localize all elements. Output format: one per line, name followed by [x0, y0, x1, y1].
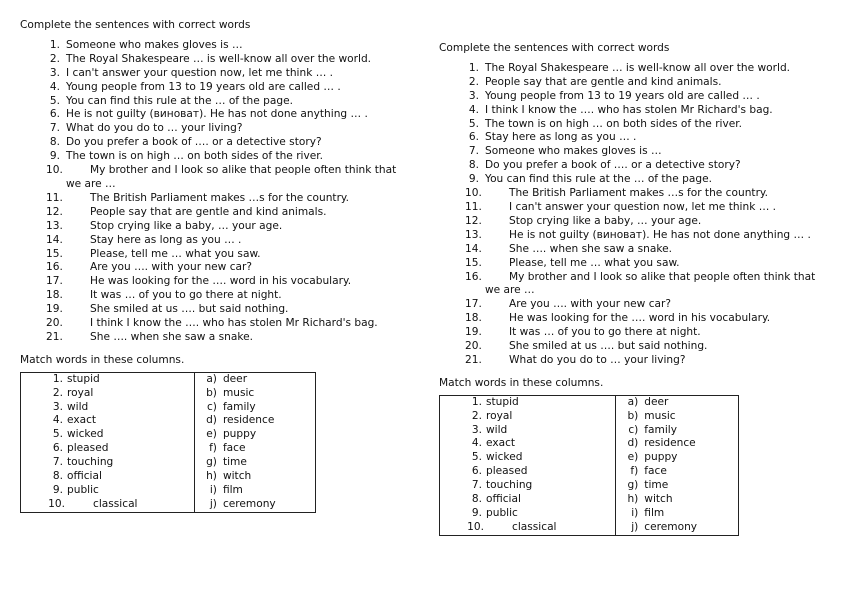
- match-noun-row: [620, 507, 738, 521]
- sentence-number: 11.: [46, 191, 63, 204]
- sentence-number: 14.: [46, 233, 63, 246]
- match-word-row: [25, 442, 194, 456]
- sentence-number: 16.: [46, 261, 63, 274]
- sentence-number: 2.: [49, 52, 60, 65]
- sentence-item: [20, 67, 398, 81]
- sentence-number: 4.: [468, 103, 479, 116]
- match-word-row: [444, 493, 615, 507]
- match-noun-row: [620, 396, 738, 410]
- sentence-text: My brother and I look so alike that people often think that we are …: [485, 270, 816, 297]
- match-word-row: [444, 410, 615, 424]
- noun-text: family: [222, 400, 256, 413]
- match-noun-row: [199, 456, 315, 470]
- word-number: 6.: [52, 442, 63, 455]
- noun-text: film: [644, 506, 665, 519]
- noun-text: deer: [644, 395, 669, 408]
- word-text: official: [67, 469, 102, 482]
- sentence-text: It was … of you to go there at night.: [509, 326, 701, 339]
- sentence-number: 21.: [465, 353, 482, 366]
- sentence-item: [439, 90, 824, 104]
- word-text: public: [486, 506, 518, 519]
- sentence-item: [20, 303, 398, 317]
- sentence-text: I can't answer your question now, let me think … .: [509, 200, 777, 213]
- word-text: royal: [67, 386, 94, 399]
- right-words-column: [440, 395, 616, 535]
- word-text: classical: [93, 497, 138, 510]
- sentence-number: 20.: [465, 340, 482, 353]
- sentence-text: Stop crying like a baby, … your age.: [509, 214, 702, 227]
- sentence-item: [439, 271, 824, 299]
- right-match-table: [439, 395, 739, 536]
- sentence-number: 5.: [468, 117, 479, 130]
- match-noun-row: [199, 401, 315, 415]
- noun-letter: i): [631, 506, 639, 519]
- match-word-row: [25, 401, 194, 415]
- noun-letter: g): [627, 479, 639, 492]
- left-words-column: [21, 372, 195, 512]
- sentence-text: He is not guilty (виноват). He has not done anything … .: [509, 228, 811, 241]
- sentence-item: [439, 229, 824, 243]
- sentence-item: [20, 81, 398, 95]
- sentence-text: The British Parliament makes …s for the country.: [509, 187, 769, 200]
- sentence-text: She smiled at us …. but said nothing.: [509, 340, 708, 353]
- word-number: 8.: [52, 469, 63, 482]
- sentence-item: [439, 257, 824, 271]
- sentence-number: 13.: [46, 219, 63, 232]
- word-number: 6.: [471, 465, 482, 478]
- word-text: pleased: [67, 442, 109, 455]
- word-text: exact: [486, 437, 516, 450]
- sentence-text: People say that are gentle and kind animals.: [90, 205, 327, 218]
- sentence-item: [439, 326, 824, 340]
- word-text: wild: [486, 423, 508, 436]
- sentence-text: People say that are gentle and kind animals.: [485, 75, 722, 88]
- noun-text: family: [644, 423, 677, 436]
- match-noun-row: [620, 493, 738, 507]
- sentence-item: [20, 261, 398, 275]
- sentence-item: [20, 206, 398, 220]
- sentence-number: 9.: [468, 173, 479, 186]
- sentence-item: [439, 145, 824, 159]
- sentence-item: [20, 136, 398, 150]
- match-word-row: [444, 451, 615, 465]
- noun-letter: d): [206, 414, 217, 427]
- sentence-text: Are you …. with your new car?: [509, 298, 672, 311]
- noun-letter: a): [206, 372, 217, 385]
- word-number: 1.: [52, 372, 63, 385]
- sentence-number: 18.: [46, 289, 63, 302]
- sentence-item: [439, 312, 824, 326]
- sentence-item: [439, 131, 824, 145]
- sentence-text: She smiled at us …. but said nothing.: [90, 303, 289, 316]
- word-text: exact: [67, 414, 97, 427]
- match-word-row: [444, 465, 615, 479]
- right-match-title: Match words in these columns.: [439, 376, 604, 389]
- sentence-item: [20, 95, 398, 109]
- word-number: 1.: [471, 395, 482, 408]
- word-text: pleased: [486, 465, 528, 478]
- sentence-item: [439, 187, 824, 201]
- noun-letter: h): [206, 469, 217, 482]
- sentence-text: Do you prefer a book of …. or a detective story?: [66, 136, 322, 149]
- word-number: 2.: [471, 409, 482, 422]
- noun-text: residence: [222, 414, 275, 427]
- right-sentence-list: [439, 62, 824, 368]
- noun-letter: c): [206, 400, 217, 413]
- sentence-item: [20, 150, 398, 164]
- sentence-text: Someone who makes gloves is …: [66, 38, 243, 51]
- sentence-number: 8.: [49, 136, 60, 149]
- match-word-row: [444, 396, 615, 410]
- sentence-number: 12.: [465, 214, 482, 227]
- noun-text: time: [644, 479, 669, 492]
- sentence-number: 10.: [46, 164, 63, 177]
- sentence-text: She …. when she saw a snake.: [90, 330, 254, 343]
- left-nouns-column: [194, 372, 315, 512]
- sentence-text: Please, tell me … what you saw.: [509, 256, 680, 269]
- noun-text: witch: [644, 492, 673, 505]
- word-number: 9.: [52, 483, 63, 496]
- match-noun-row: [620, 465, 738, 479]
- sentence-text: He was looking for the …. word in his vocabulary.: [509, 312, 771, 325]
- word-number: 2.: [52, 386, 63, 399]
- sentence-item: [439, 201, 824, 215]
- noun-text: deer: [222, 372, 248, 385]
- sentence-text: She …. when she saw a snake.: [509, 242, 673, 255]
- sentence-number: 21.: [46, 330, 63, 343]
- noun-letter: h): [627, 492, 639, 505]
- word-text: royal: [486, 409, 513, 422]
- right-worksheet: [439, 42, 824, 536]
- match-word-row: [25, 428, 194, 442]
- match-word-row: [25, 387, 194, 401]
- match-word-row: [25, 456, 194, 470]
- sentence-item: [20, 108, 398, 122]
- sentence-number: 18.: [465, 312, 482, 325]
- sentence-number: 3.: [468, 89, 479, 102]
- sentence-text: Are you …. with your new car?: [90, 261, 253, 274]
- sentence-text: Young people from 13 to 19 years old are called … .: [485, 89, 760, 102]
- sentence-number: 20.: [46, 317, 63, 330]
- sentence-number: 10.: [465, 187, 482, 200]
- sentence-number: 3.: [49, 66, 60, 79]
- match-word-row: [444, 479, 615, 493]
- word-number: 8.: [471, 492, 482, 505]
- sentence-text: Someone who makes gloves is …: [485, 145, 662, 158]
- sentence-item: [20, 331, 398, 345]
- sentence-text: Do you prefer a book of …. or a detective story?: [485, 159, 741, 172]
- sentence-number: 14.: [465, 242, 482, 255]
- sentence-number: 5.: [49, 94, 60, 107]
- noun-text: ceremony: [222, 497, 276, 510]
- match-word-row: [444, 437, 615, 451]
- match-noun-row: [199, 442, 315, 456]
- match-noun-row: [199, 387, 315, 401]
- sentence-text: You can find this rule at the … of the page.: [485, 173, 712, 186]
- sentence-item: [20, 275, 398, 289]
- sentence-number: 13.: [465, 228, 482, 241]
- sentence-number: 19.: [46, 303, 63, 316]
- match-noun-row: [620, 437, 738, 451]
- sentence-number: 1.: [468, 61, 479, 74]
- sentence-item: [20, 122, 398, 136]
- sentence-item: [20, 248, 398, 262]
- word-text: official: [486, 492, 521, 505]
- sentence-text: The Royal Shakespeare … is well-know all over the world.: [66, 52, 372, 65]
- word-text: stupid: [486, 395, 519, 408]
- noun-letter: d): [627, 437, 639, 450]
- word-number: 4.: [471, 437, 482, 450]
- sentence-item: [439, 173, 824, 187]
- left-worksheet: [20, 19, 398, 513]
- sentence-item: [439, 118, 824, 132]
- sentence-number: 16.: [465, 270, 482, 283]
- noun-text: music: [644, 409, 676, 422]
- sentence-item: [20, 53, 398, 67]
- match-noun-row: [199, 484, 315, 498]
- match-word-row: [25, 373, 194, 387]
- sentence-number: 4.: [49, 80, 60, 93]
- sentence-item: [439, 159, 824, 173]
- word-text: stupid: [67, 372, 100, 385]
- sentence-item: [439, 104, 824, 118]
- match-word-row: [444, 507, 615, 521]
- word-number: 9.: [471, 506, 482, 519]
- word-text: wicked: [67, 428, 104, 441]
- sentence-text: The town is on high … on both sides of the river.: [66, 150, 324, 163]
- sentence-text: What do you do to … your living?: [66, 122, 243, 135]
- noun-text: puppy: [222, 428, 257, 441]
- noun-letter: b): [206, 386, 217, 399]
- noun-text: ceremony: [644, 520, 698, 533]
- noun-letter: i): [209, 483, 217, 496]
- word-text: wicked: [486, 451, 523, 464]
- word-number: 7.: [471, 479, 482, 492]
- noun-text: residence: [644, 437, 696, 450]
- match-noun-row: [620, 521, 738, 535]
- sentence-number: 15.: [46, 247, 63, 260]
- sentence-item: [20, 234, 398, 248]
- sentence-text: Young people from 13 to 19 years old are called … .: [66, 80, 341, 93]
- match-word-row: [444, 424, 615, 438]
- left-match-table: [20, 372, 316, 513]
- sentence-text: He is not guilty (виноват). He has not done anything … .: [66, 108, 368, 121]
- word-text: classical: [512, 520, 557, 533]
- sentence-text: You can find this rule at the … of the page.: [66, 94, 293, 107]
- sentence-item: [20, 220, 398, 234]
- match-word-row: [25, 484, 194, 498]
- sentence-number: 6.: [49, 108, 60, 121]
- sentence-text: I think I know the …. who has stolen Mr Richard's bag.: [90, 317, 378, 330]
- match-noun-row: [199, 498, 315, 512]
- sentence-text: It was … of you to go there at night.: [90, 289, 282, 302]
- noun-letter: f): [209, 442, 217, 455]
- sentence-text: I think I know the …. who has stolen Mr Richard's bag.: [485, 103, 773, 116]
- word-text: touching: [486, 479, 533, 492]
- noun-letter: e): [206, 428, 217, 441]
- sentence-number: 12.: [46, 205, 63, 218]
- word-number: 5.: [471, 451, 482, 464]
- sentence-number: 17.: [46, 275, 63, 288]
- right-title: Complete the sentences with correct words: [439, 42, 670, 54]
- match-noun-row: [620, 479, 738, 493]
- noun-letter: j): [631, 520, 639, 533]
- word-number: 10.: [467, 520, 484, 533]
- left-title: Complete the sentences with correct words: [20, 19, 251, 31]
- match-word-row: [25, 414, 194, 428]
- sentence-item: [439, 215, 824, 229]
- sentence-text: What do you do to … your living?: [509, 353, 686, 366]
- sentence-text: Stay here as long as you … .: [90, 233, 242, 246]
- match-word-row: [444, 521, 615, 535]
- left-sentence-list: [20, 39, 398, 345]
- noun-text: face: [644, 465, 667, 478]
- noun-text: film: [222, 483, 243, 496]
- sentence-item: [439, 340, 824, 354]
- sentence-item: [20, 164, 398, 192]
- match-noun-row: [199, 428, 315, 442]
- noun-letter: b): [627, 409, 639, 422]
- match-noun-row: [620, 410, 738, 424]
- word-text: public: [67, 483, 99, 496]
- sentence-number: 7.: [468, 145, 479, 158]
- left-match-title: Match words in these columns.: [20, 353, 185, 366]
- sentence-number: 2.: [468, 75, 479, 88]
- match-noun-row: [199, 470, 315, 484]
- noun-letter: c): [628, 423, 639, 436]
- sentence-number: 19.: [465, 326, 482, 339]
- sentence-item: [439, 298, 824, 312]
- sentence-text: Stop crying like a baby, … your age.: [90, 219, 283, 232]
- match-word-row: [25, 470, 194, 484]
- word-number: 10.: [48, 497, 65, 510]
- sentence-number: 1.: [49, 38, 60, 51]
- sentence-item: [439, 243, 824, 257]
- sentence-number: 8.: [468, 159, 479, 172]
- sentence-text: My brother and I look so alike that people often think that we are …: [66, 164, 397, 190]
- sentence-number: 7.: [49, 122, 60, 135]
- sentence-text: The town is on high … on both sides of the river.: [485, 117, 743, 130]
- sentence-number: 9.: [49, 150, 60, 163]
- sentence-text: I can't answer your question now, let me think … .: [66, 66, 334, 79]
- noun-text: witch: [222, 469, 252, 482]
- sentence-number: 6.: [468, 131, 479, 144]
- right-nouns-column: [616, 395, 739, 535]
- sentence-number: 11.: [465, 200, 482, 213]
- sentence-text: Stay here as long as you … .: [485, 131, 637, 144]
- sentence-text: The British Parliament makes …s for the country.: [90, 191, 350, 204]
- match-noun-row: [199, 373, 315, 387]
- sentence-number: 17.: [465, 298, 482, 311]
- word-number: 3.: [471, 423, 482, 436]
- noun-text: puppy: [644, 451, 678, 464]
- word-number: 4.: [52, 414, 63, 427]
- noun-letter: j): [209, 497, 217, 510]
- noun-text: time: [222, 456, 247, 469]
- sentence-item: [20, 192, 398, 206]
- sentence-text: The Royal Shakespeare … is well-know all over the world.: [485, 61, 791, 74]
- word-text: wild: [67, 400, 89, 413]
- word-number: 7.: [52, 456, 63, 469]
- sentence-text: He was looking for the …. word in his vocabulary.: [90, 275, 352, 288]
- match-noun-row: [620, 424, 738, 438]
- noun-letter: g): [206, 456, 217, 469]
- noun-letter: f): [630, 465, 639, 478]
- sentence-item: [439, 76, 824, 90]
- sentence-number: 15.: [465, 256, 482, 269]
- word-number: 5.: [52, 428, 63, 441]
- noun-text: music: [222, 386, 255, 399]
- sentence-item: [20, 289, 398, 303]
- sentence-text: Please, tell me … what you saw.: [90, 247, 261, 260]
- sentence-item: [439, 354, 824, 368]
- noun-letter: e): [627, 451, 639, 464]
- noun-text: face: [222, 442, 246, 455]
- noun-letter: a): [627, 395, 639, 408]
- match-noun-row: [199, 414, 315, 428]
- match-word-row: [25, 498, 194, 512]
- match-noun-row: [620, 451, 738, 465]
- sentence-item: [20, 317, 398, 331]
- word-number: 3.: [52, 400, 63, 413]
- sentence-item: [439, 62, 824, 76]
- word-text: touching: [67, 456, 114, 469]
- sentence-item: [20, 39, 398, 53]
